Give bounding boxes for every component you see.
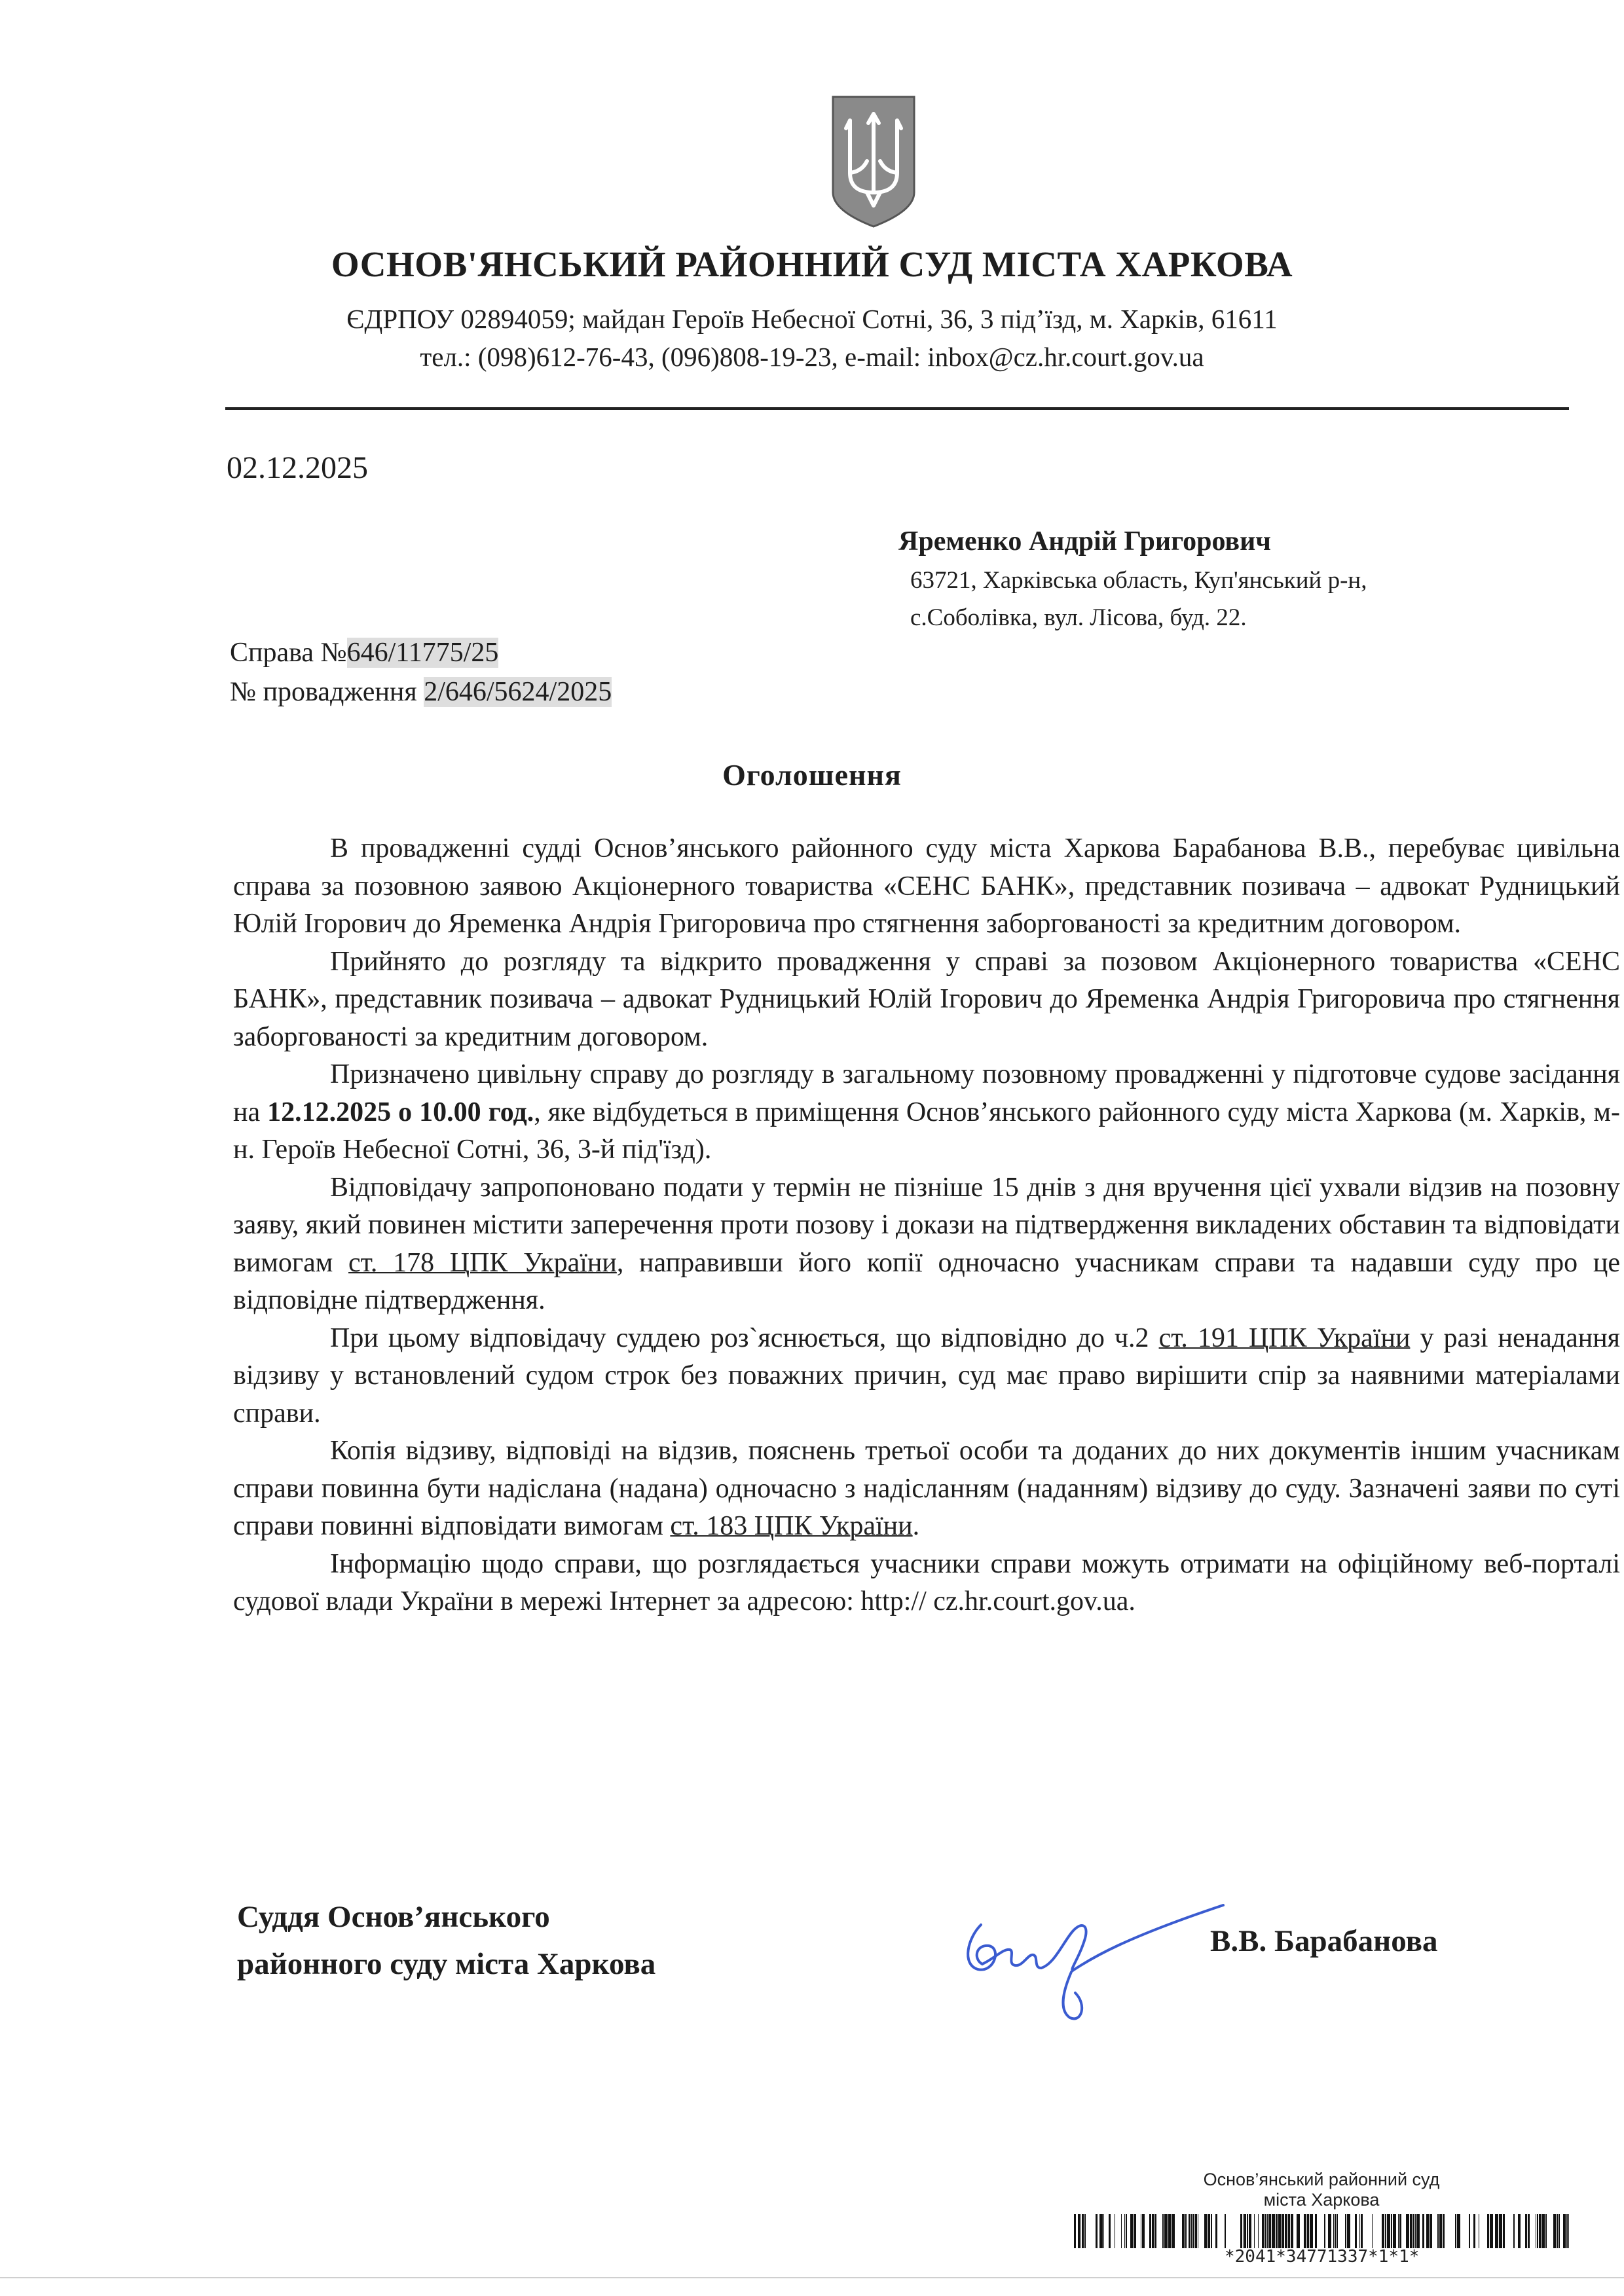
- recipient-address-line: с.Соболівка, вул. Лісова, буд. 22.: [910, 604, 1247, 631]
- case-number: 646/11775/25: [346, 638, 499, 668]
- court-requisites: ЄДРПОУ 02894059; майдан Героїв Небесної Сотні, 36, 3 під’їзд, м. Харків, 61611: [346, 304, 1278, 334]
- body-paragraph: При цьому відповідачу суддею роз`яснюється, що відповідно до ч.2 ст. 191 ЦПК України у разі ненадання відзиву у встановлений судом строк без поважних причин, суд має право вирішити спір за наявними матеріалами справи.: [233, 1322, 1621, 1429]
- body-paragraph: Копія відзиву, відповіді на відзив, пояснень третьої особи та доданих до них документів іншим учасникам справи повинна бути надіслана (надана) одночасно з надісланням (наданням) відзиву до суду. Зазначені заяви по суті справи повинні відповідати вимогам ст. 183 ЦПК України.: [233, 1436, 1620, 1541]
- law-link-art-191[interactable]: ст. 191 ЦПК України: [1158, 1322, 1411, 1353]
- law-link-art-183[interactable]: ст. 183 ЦПК України: [670, 1511, 913, 1541]
- handwritten-signature: [942, 1886, 1230, 2043]
- proceeding-number-line: [230, 676, 612, 708]
- scan-edge-line: [0, 2277, 1624, 2278]
- stamp-org-name: Основ’янський районний суд: [1203, 2170, 1440, 2189]
- trident-emblem-icon: [830, 94, 917, 229]
- recipient-name: Яременко Андрій Григорович: [898, 526, 1271, 556]
- judge-title: Суддя Основ’янського районного суду міста Харкова: [237, 1900, 656, 1981]
- stamp-org-city: міста Харкова: [1263, 2190, 1380, 2210]
- document-title: Оголошення: [722, 758, 902, 792]
- hearing-date: 12.12.2025 о 10.00 год.: [267, 1097, 534, 1127]
- body-paragraph: Відповідачу запропоновано подати у термін не пізніше 15 днів з дня вручення цієї ухвали відзив на позовну заяву, який повинен містити заперечення проти позову і докази на підтвердження викладених обставин та відповідати вимогам ст. 178 ЦПК України, направивши його копії одночасно учасникам справи та надавши суду про це відповідне підтвердження.: [233, 1172, 1620, 1315]
- case-number-line: [230, 637, 498, 668]
- court-contacts: тел.: (098)612-76-43, (096)808-19-23, e-mail: inbox@cz.hr.court.gov.ua: [420, 342, 1204, 372]
- document-date: 02.12.2025: [227, 450, 368, 485]
- header-divider: [225, 407, 1569, 410]
- recipient-address-line: 63721, Харківська область, Куп'янський р-н,: [910, 567, 1367, 594]
- body-paragraph: Інформацію щодо справи, що розглядається учасники справи можуть отримати на офіційному веб-порталі судової влади України в мережі Інтернет за адресою: http:// cz.hr.court.gov.ua.: [233, 1548, 1620, 1616]
- body-paragraph: Прийнято до розгляду та відкрито провадження у справі за позовом Акціонерного товариства «СЕНС БАНК», представник позивача – адвокат Рудницький Юлій Ігорович до Яременка Андрія Григоровича про стягнення заборгованості за кредитним договором.: [233, 946, 1620, 1052]
- proceeding-label: № провадження: [230, 677, 424, 707]
- body-paragraph: В провадженні судді Основ’янського районного суду міста Харкова Барабанова В.В., перебуває цивільна справа за позовною заявою Акціонерного товариства «СЕНС БАНК», представник позивача – адвокат Рудницький Юлій Ігорович до Яременка Андрія Григоровича про стягнення заборгованості за кредитним договором.: [233, 833, 1620, 939]
- barcode-number: *2041*34771337*1*1*: [1225, 2247, 1420, 2267]
- barcode-icon: [1074, 2214, 1572, 2248]
- announcement-body: [233, 830, 1620, 1621]
- law-link-art-178[interactable]: ст. 178 ЦПК України: [348, 1247, 617, 1278]
- case-label: Справа №: [230, 638, 347, 668]
- proceeding-number: 2/646/5624/2025: [424, 677, 612, 707]
- signer-name: В.В. Барабанова: [1210, 1924, 1438, 1958]
- court-name: ОСНОВ'ЯНСЬКИЙ РАЙОННИЙ СУД МІСТА ХАРКОВА: [331, 244, 1293, 284]
- body-paragraph: Призначено цивільну справу до розгляду в загальному позовному провадженні у підготовче судове засідання на 12.12.2025 о 10.00 год., яке відбудеться в приміщення Основ’янського районного суду міста Харкова (м. Харків, м-н. Героїв Небесної Сотні, 36, 3-й під'їзд).: [233, 1059, 1620, 1165]
